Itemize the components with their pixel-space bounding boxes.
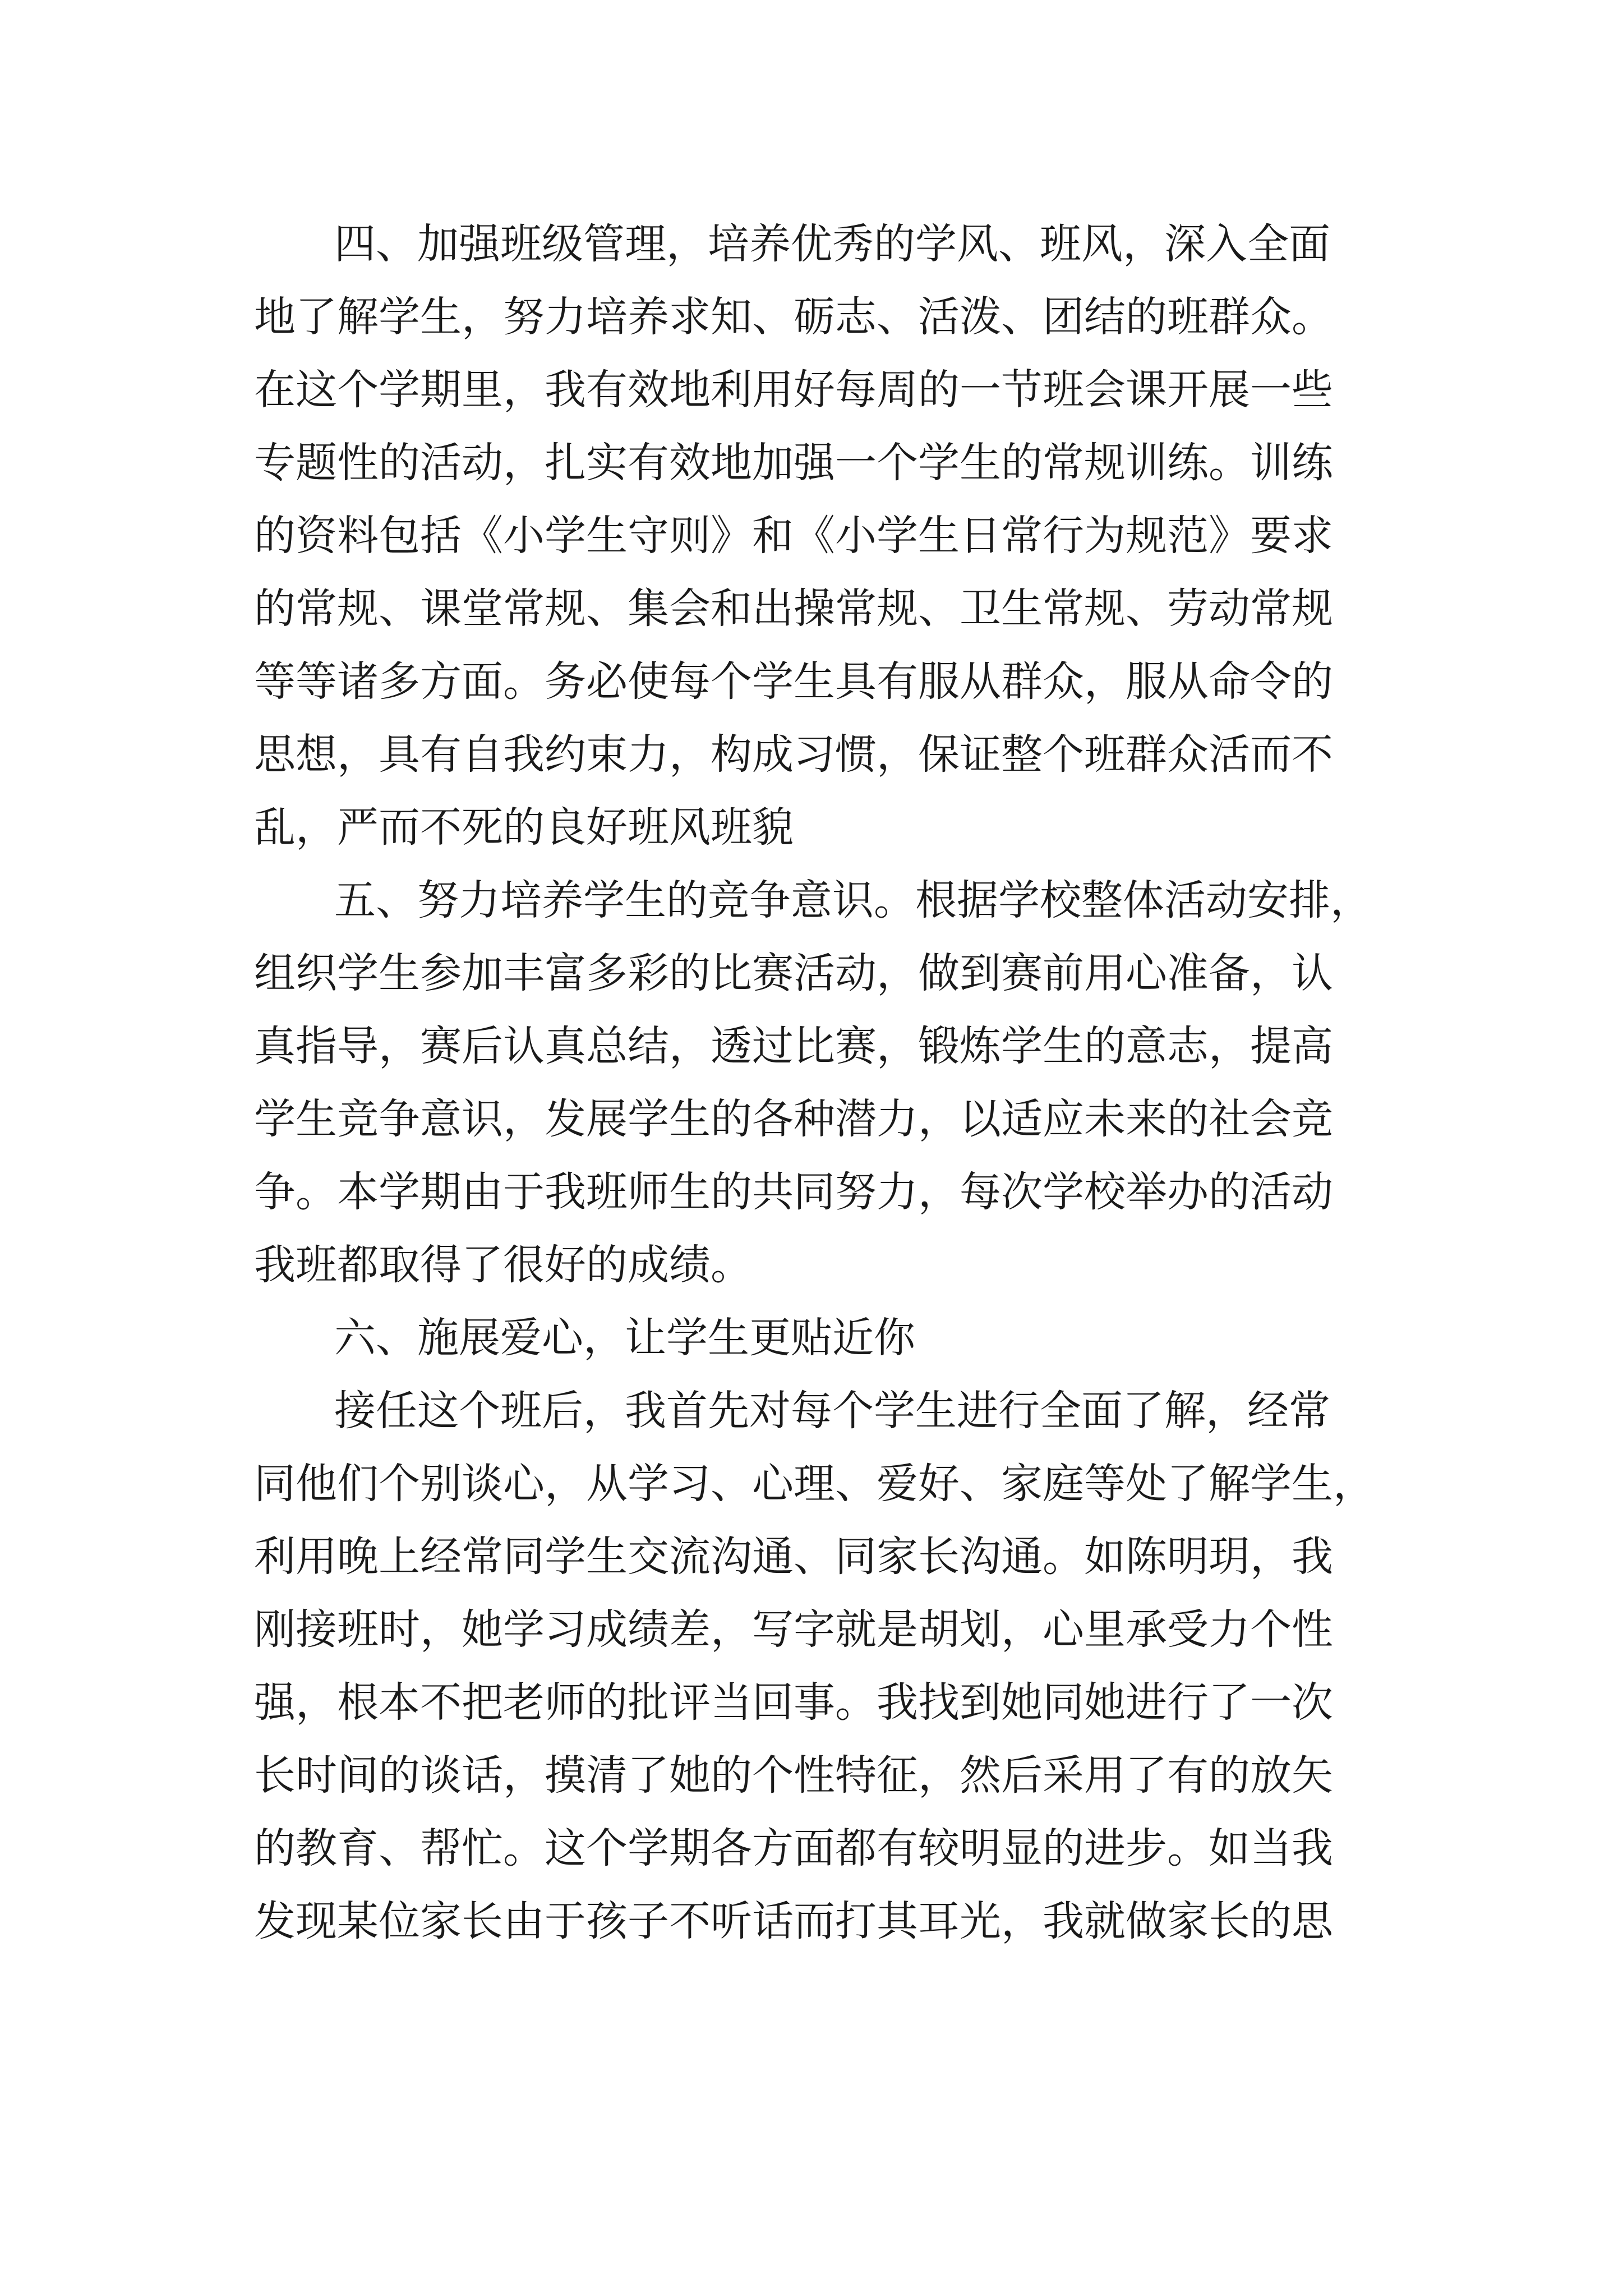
- text-line: 的常规、课堂常规、集会和出操常规、卫生常规、劳动常规: [254, 585, 1333, 633]
- text-line: 思想，具有自我约束力，构成习惯，保证整个班群众活而不: [254, 730, 1333, 779]
- text-line: 真指导，赛后认真总结，透过比赛，锻炼学生的意志，提高: [254, 1022, 1333, 1070]
- text-line: 刚接班时，她学习成绩差，写字就是胡划，心里承受力个性: [254, 1605, 1333, 1654]
- text-line: 同他们个别谈心，从学习、心理、爱好、家庭等处了解学生，: [254, 1460, 1375, 1508]
- text-line: 在这个学期里，我有效地利用好每周的一节班会课开展一些: [254, 366, 1333, 414]
- text-line: 地了解学生，努力培养求知、砺志、活泼、团结的班群众。: [254, 293, 1333, 341]
- text-line: 强，根本不把老师的批评当回事。我找到她同她进行了一次: [254, 1678, 1333, 1727]
- text-line: 乱，严而不死的良好班风班貌: [254, 803, 794, 852]
- text-line: 组织学生参加丰富多彩的比赛活动，做到赛前用心准备，认: [254, 949, 1333, 997]
- text-line: 的教育、帮忙。这个学期各方面都有较明显的进步。如当我: [254, 1824, 1333, 1872]
- text-line: 长时间的谈话，摸清了她的个性特征，然后采用了有的放矢: [254, 1751, 1333, 1800]
- text-line: 专题性的活动，扎实有效地加强一个学生的常规训练。训练: [254, 439, 1333, 487]
- text-line: 我班都取得了很好的成绩。: [254, 1241, 752, 1289]
- text-line: 四、加强班级管理，培养优秀的学风、班风，深入全面: [334, 220, 1330, 268]
- section-heading: 六、施展爱心，让学生更贴近你: [334, 1314, 915, 1362]
- text-line: 发现某位家长由于孩子不听话而打其耳光，我就做家长的思: [254, 1897, 1333, 1945]
- text-line: 学生竞争意识，发展学生的各种潜力，以适应未来的社会竞: [254, 1095, 1333, 1143]
- text-line: 等等诸多方面。务必使每个学生具有服从群众，服从命令的: [254, 657, 1333, 706]
- text-line: 利用晚上经常同学生交流沟通、同家长沟通。如陈明玥，我: [254, 1533, 1333, 1581]
- text-line: 的资料包括《小学生守则》和《小学生日常行为规范》要求: [254, 512, 1333, 560]
- text-line: 五、努力培养学生的竞争意识。根据学校整体活动安排，: [334, 876, 1372, 924]
- text-line: 争。本学期由于我班师生的共同努力，每次学校举办的活动: [254, 1168, 1333, 1216]
- text-line: 接任这个班后，我首先对每个学生进行全面了解，经常: [334, 1387, 1330, 1435]
